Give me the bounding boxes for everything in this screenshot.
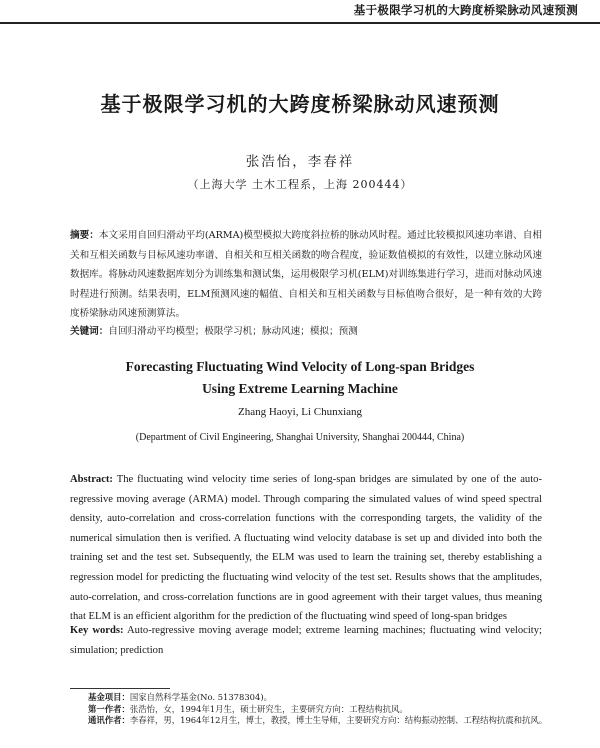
- english-abstract-text: The fluctuating wind velocity time series of long-span bridges are simulated by one of the auto-regressive moving average (ARMA) model. Through comparing the simulated values of wind speed spectral density, auto-correlation and cross-correlation functions with the corresponding targets, the validity of the numerical simulation then is verified. A fluctuating wind velocity database is set up and divided into both the training set and the test set. Subsequently, the ELM was used to learn the training set, thereby establishing a regression model for predicting the fluctuating wind velocity of the test set. Results shows that the amplitudes, auto-correlation, and cross-correlation functions are in good agreement with their target values, thus meaning that ELM is an efficient algorithm for the prediction of the fluctuating wind speed of long-span bridges: [70, 474, 542, 623]
- footnote-funding: 基金项目：国家自然科学基金(No. 51378304)。: [88, 692, 272, 702]
- english-title: [0, 356, 600, 400]
- chinese-title: 基于极限学习机的大跨度桥梁脉动风速预测: [100, 92, 500, 116]
- chinese-keywords-label: 关键词：: [70, 326, 109, 337]
- chinese-abstract-text: 本文采用自回归滑动平均(ARMA)模型模拟大跨度斜拉桥的脉动风时程。通过比较模拟风速功率谱、自相关和互相关函数与目标风速功率谱、自相关和互相关函数的吻合程度，验证数值模拟的有效性，以建立脉动风速数据库。将脉动风速数据库划分为训练集和测试集，运用极限学习机(ELM)对训练集进行学习，进而对脉动风速时程进行预测。结果表明，ELM预测风速的幅值、自相关和互相关函数与目标值吻合很好，是一种有效的大跨度桥梁脉动风速预测算法。: [70, 230, 543, 319]
- footnotes: [88, 692, 558, 727]
- english-abstract-label: Abstract:: [70, 474, 113, 485]
- english-affiliation: (Department of Civil Engineering, Shanghai University, Shanghai 200444, China): [135, 432, 465, 443]
- chinese-abstract-label: 摘要：: [70, 230, 99, 241]
- english-title-line-1: Forecasting Fluctuating Wind Velocity of Long-span Bridges: [125, 359, 475, 374]
- english-keywords: [70, 621, 542, 660]
- running-head-title: 基于极限学习机的大跨度桥梁脉动风速预测: [353, 3, 578, 17]
- english-abstract: [70, 470, 542, 627]
- english-authors: Zhang Haoyi, Li Chunxiang: [237, 406, 363, 418]
- chinese-keywords: [70, 322, 542, 342]
- english-title-line-2: Using Extreme Learning Machine: [202, 381, 398, 396]
- chinese-authors: 张浩怡，李春祥: [245, 154, 355, 170]
- english-keywords-label: Key words:: [70, 625, 124, 636]
- chinese-affiliation: （上海大学 土木工程系，上海 200444）: [187, 178, 413, 191]
- header-rule: [0, 22, 600, 24]
- chinese-keywords-text: 自回归滑动平均模型；极限学习机；脉动风速；模拟；预测: [108, 326, 358, 337]
- footnote-rule: [70, 688, 170, 689]
- english-keywords-text: Auto-regressive moving average model; extreme learning machines; fluctuating wind velocity; simulation; prediction: [70, 625, 542, 656]
- footnote-corresponding-author: 通讯作者：李春祥，男，1964年12月生，博士，教授，博士生导师，主要研究方向：结构振动控制、工程结构抗震和抗风。: [88, 715, 548, 726]
- chinese-abstract: [70, 226, 542, 324]
- footnote-first-author: 第一作者：张浩怡，女，1994年1月生，硕士研究生，主要研究方向：工程结构抗风。: [88, 703, 408, 714]
